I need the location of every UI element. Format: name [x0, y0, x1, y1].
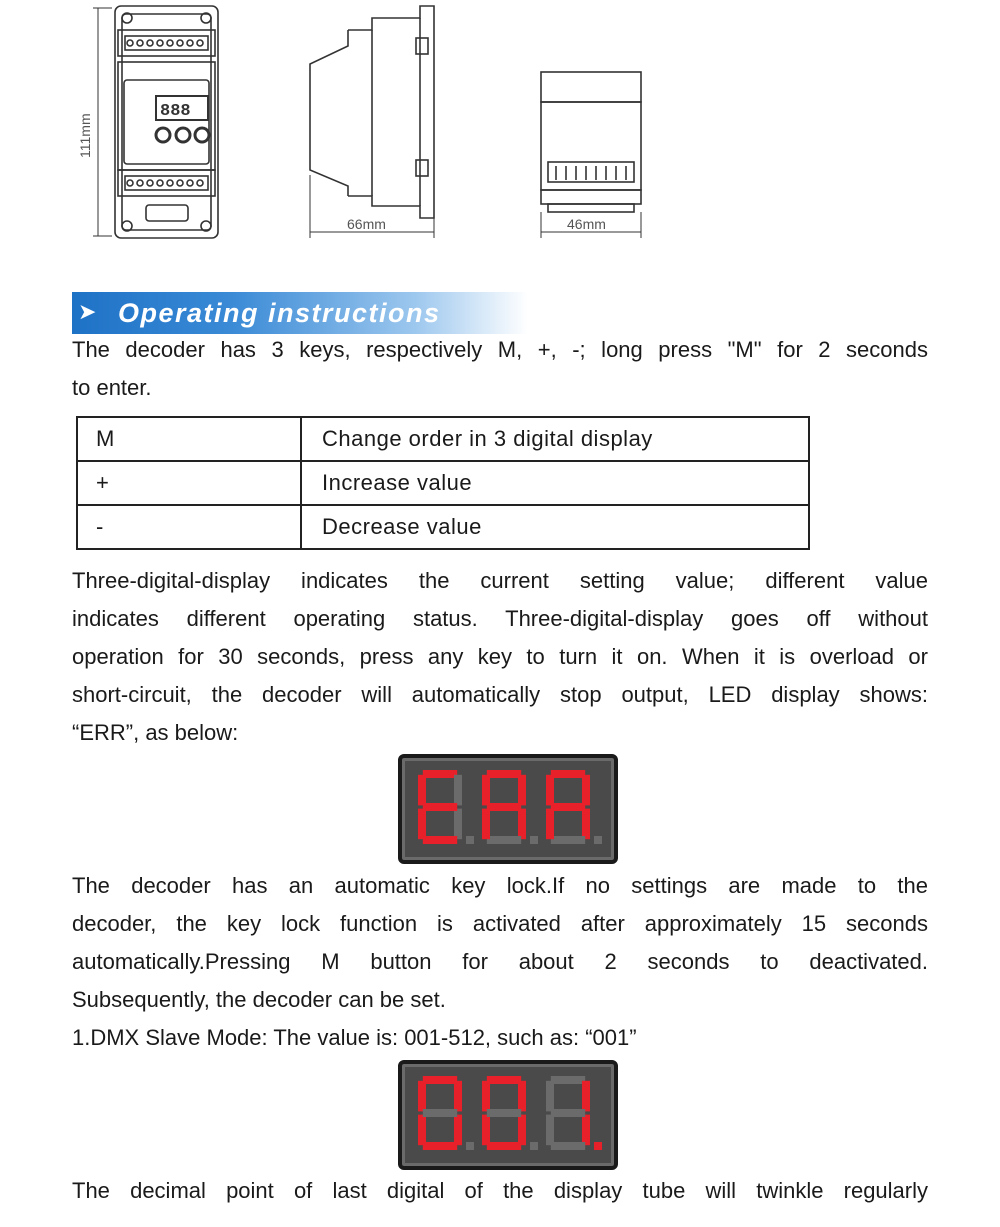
table-row	[77, 461, 809, 505]
intro-line-1: The decoder has 3 keys, respectively M, +, -; long press "M" for 2 seconds	[72, 337, 928, 362]
bottom-terminal-screws	[127, 180, 203, 186]
led-segment	[487, 1076, 521, 1084]
closing-line: The decimal point of last digital of the display tube will twinkle regularly	[72, 1178, 928, 1203]
key-cell: M	[77, 417, 301, 461]
led-segment	[487, 1142, 521, 1150]
led-segment	[423, 836, 457, 844]
led-segment	[546, 1081, 554, 1112]
led-segment	[482, 775, 490, 806]
led-segment	[582, 809, 590, 840]
top-terminal-screws	[127, 40, 203, 46]
led-segment	[551, 1142, 585, 1150]
decimal-point	[466, 1142, 474, 1150]
err-led-display	[398, 754, 618, 864]
description-cell: Increase value	[301, 461, 809, 505]
decimal-point	[530, 836, 538, 844]
section-banner	[72, 292, 528, 334]
led-segment	[518, 775, 526, 806]
description-cell: Change order in 3 digital display	[301, 417, 809, 461]
led-segment	[418, 809, 426, 840]
side-width-label: 66mm	[347, 216, 386, 232]
led-segment	[582, 1081, 590, 1112]
device-drawings	[0, 0, 1000, 260]
keys-table	[76, 416, 810, 550]
led-segment	[518, 809, 526, 840]
display-line-5: “ERR”, as below:	[72, 720, 239, 745]
led-segment	[582, 775, 590, 806]
keylock-line-3: automatically.Pressing M button for about 2 seconds to deactivated.	[72, 949, 928, 974]
led-segment	[551, 1109, 585, 1117]
led-segment	[551, 1076, 585, 1084]
keylock-line-2: decoder, the key lock function is activated after approximately 15 seconds	[72, 911, 928, 936]
led-segment	[551, 803, 585, 811]
led-segment	[518, 1115, 526, 1146]
section-title: Operating instructions	[118, 298, 441, 328]
key-cell: +	[77, 461, 301, 505]
decimal-point	[530, 1142, 538, 1150]
height-label: 111mm	[77, 113, 93, 158]
keylock-line-1: The decoder has an automatic key lock.If no settings are made to the	[72, 873, 928, 898]
dmx-led-digits	[402, 1064, 614, 1166]
table-row	[77, 505, 809, 549]
description-cell: Decrease value	[301, 505, 809, 549]
led-segment	[482, 1115, 490, 1146]
led-segment	[418, 1081, 426, 1112]
led-segment	[482, 809, 490, 840]
led-segment	[487, 770, 521, 778]
led-segment	[482, 1081, 490, 1112]
decimal-point	[594, 836, 602, 844]
end-width-label: 46mm	[567, 216, 606, 232]
err-led-digits	[402, 758, 614, 860]
keylock-line-4: Subsequently, the decoder can be set.	[72, 987, 446, 1012]
decimal-point	[594, 1142, 602, 1150]
led-segment	[518, 1081, 526, 1112]
led-segment	[546, 809, 554, 840]
led-segment	[454, 809, 462, 840]
led-segment	[418, 1115, 426, 1146]
end-view	[541, 72, 641, 212]
led-segment	[454, 775, 462, 806]
led-segment	[582, 1115, 590, 1146]
led-segment	[546, 775, 554, 806]
intro-line-2: to enter.	[72, 375, 152, 400]
front-display-digits: 888	[160, 102, 191, 121]
device-drawings-svg	[0, 0, 1000, 260]
led-segment	[423, 1076, 457, 1084]
led-segment	[454, 1081, 462, 1112]
led-segment	[487, 836, 521, 844]
led-segment	[551, 770, 585, 778]
display-line-4: short-circuit, the decoder will automatically stop output, LED display shows:	[72, 682, 928, 707]
led-segment	[423, 1142, 457, 1150]
dmx-led-display	[398, 1060, 618, 1170]
display-line-2: indicates different operating status. Three-digital-display goes off without	[72, 606, 928, 631]
led-segment	[423, 803, 457, 811]
decimal-point	[466, 836, 474, 844]
led-segment	[454, 1115, 462, 1146]
arrow-icon: ➤	[78, 299, 97, 324]
led-segment	[418, 775, 426, 806]
key-cell: -	[77, 505, 301, 549]
led-segment	[487, 1109, 521, 1117]
display-line-1: Three-digital-display indicates the current setting value; different value	[72, 568, 928, 593]
led-segment	[487, 803, 521, 811]
led-segment	[423, 770, 457, 778]
led-segment	[546, 1115, 554, 1146]
display-line-3: operation for 30 seconds, press any key to turn it on. When it is overload or	[72, 644, 928, 669]
height-dimension	[93, 8, 112, 236]
led-segment	[423, 1109, 457, 1117]
front-view	[115, 6, 218, 238]
dmx-mode-line: 1.DMX Slave Mode: The value is: 001-512, such as: “001”	[72, 1025, 637, 1050]
table-row	[77, 417, 809, 461]
side-view	[310, 6, 434, 218]
led-segment	[551, 836, 585, 844]
